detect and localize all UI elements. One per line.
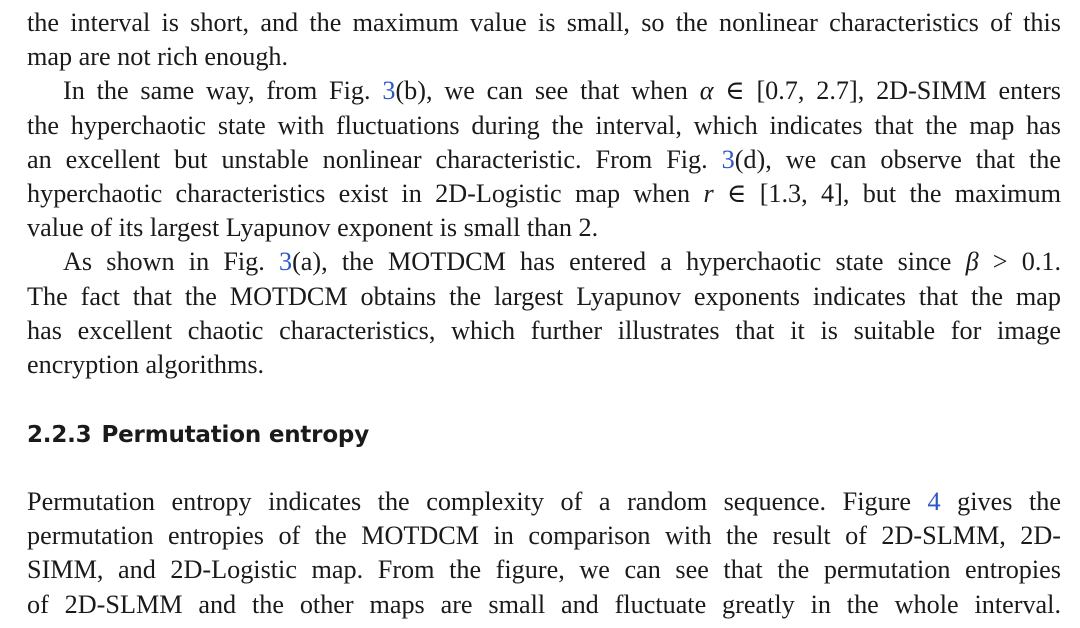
text-segment: (a), the MOTDCM has entered a hyperchaotic state since [292,247,966,277]
text-line: encryption algorithms. [27,350,265,380]
text-segment: As shown in Fig. [63,247,279,277]
text-segment: ∈ [1.3, 4], but the maximum [713,179,1061,209]
paragraph-motdcm [27,245,1061,382]
section-heading [27,420,369,450]
text-segment: gives the [940,487,1061,516]
figure-link[interactable]: 3 [278,247,293,277]
paragraph-intro [27,6,1061,74]
text-segment: (d), we can observe that the [734,144,1061,174]
text-segment: In the same way, from Fig. [63,76,383,106]
figure-link[interactable]: 3 [721,144,735,174]
section-number: 2.2.3 [27,422,92,448]
figure-link[interactable]: 3 [382,76,396,106]
text-line: permutation entropies of the MOTDCM in comparison with the result of 2D-SLMM, 2D- [27,521,1061,551]
text-line: the interval is short, and the maximum value is small, so the nonlinear characteristics of this [27,8,1061,37]
math-beta: β [965,247,979,277]
text-segment: hyperchaotic characteristics exist in 2D-Logistic map when [27,179,704,209]
paragraph-simm [27,74,1061,245]
text-segment: (b), we can see that when [395,76,700,106]
text-line: SIMM, and 2D-Logistic map. From the figure, we can see that the permutation entropies [27,555,1061,585]
text-line: has excellent chaotic characteristics, which further illustrates that it is suitable for image [27,315,1061,345]
text-segment: ∈ [0.7, 2.7], 2D-SIMM enters [713,76,1061,106]
math-r: r [703,179,714,209]
text-line: value of its largest Lyapunov exponent is small than 2. [27,213,599,243]
text-line [27,177,1061,211]
text-line: map are not rich enough. [27,42,289,72]
paragraph-permutation [27,485,1061,622]
text-segment: Permutation entropy indicates the complexity of a random sequence. Figure [27,487,928,516]
figure-link[interactable]: 4 [927,487,941,516]
text-segment: an excellent but unstable nonlinear characteristic. From Fig. [27,144,722,174]
text-line: The fact that the MOTDCM obtains the largest Lyapunov exponents indicates that the map [27,281,1061,311]
math-alpha: α [699,76,714,106]
section-title: Permutation entropy [101,422,369,448]
text-line [27,143,1061,177]
text-segment: > 0.1. [978,247,1062,277]
text-line: of 2D-SLMM and the other maps are small and fluctuate greatly in the whole interval. [27,589,1061,619]
text-line [27,74,1061,108]
text-line [27,485,1061,519]
paper-page [27,0,1062,619]
text-line: the hyperchaotic state with fluctuations during the interval, which indicates that the map has [27,110,1061,140]
section-body [27,485,1061,622]
text-line [27,245,1061,279]
